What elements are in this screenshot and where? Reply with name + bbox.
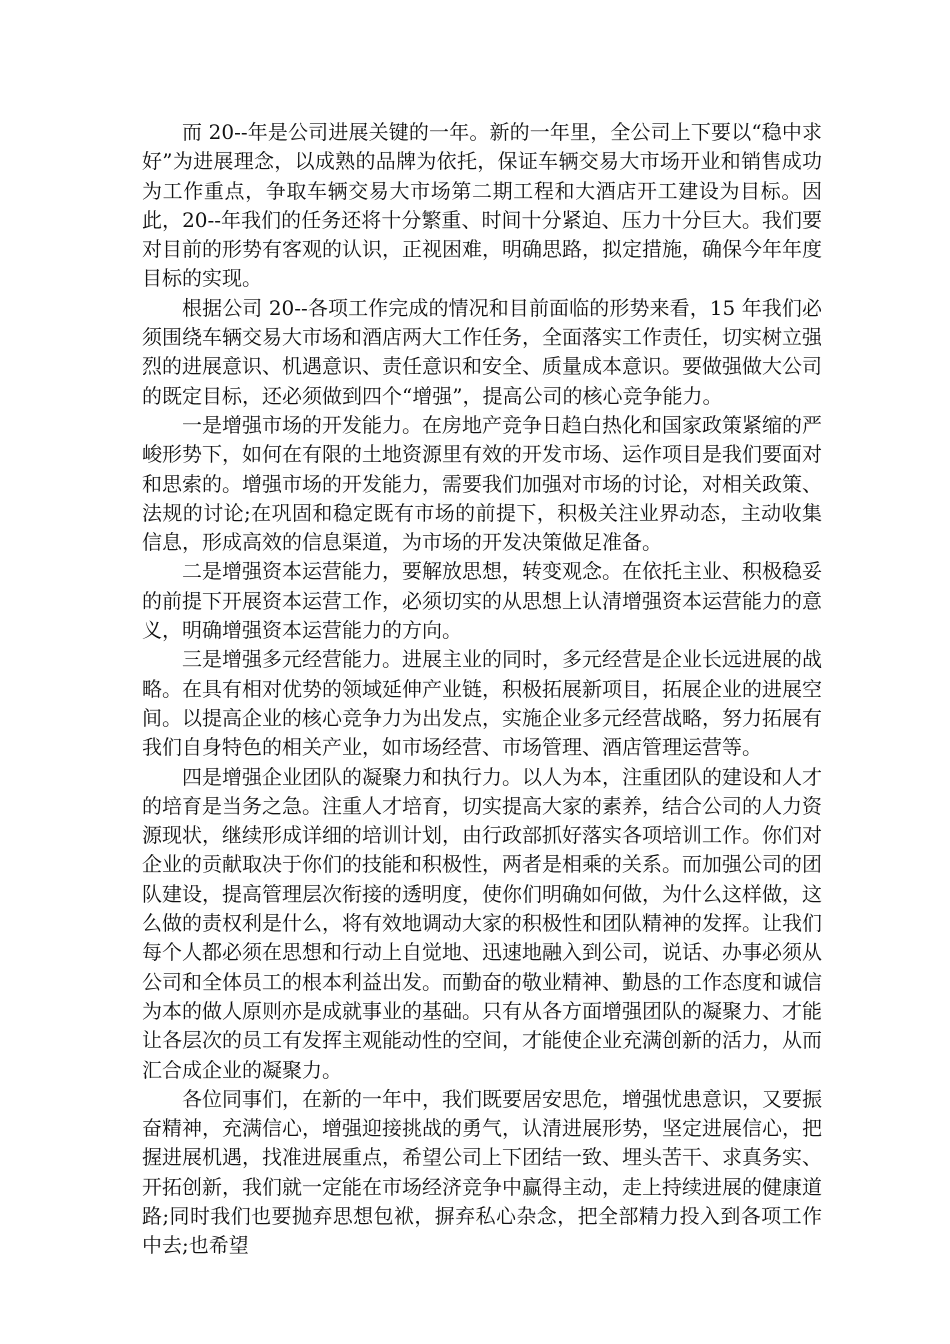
- paragraph-2: 根据公司 20--各项工作完成的情况和目前面临的形势来看，15 年我们必须围绕车辆交易大市场和酒店两大工作任务，全面落实工作责任，切实树立强烈的进展意识、机遇意识、责任意识和安全、质量成本意识。要做强做大公司的既定目标，还必须做到四个“增强”，提高公司的核心竞争能力。: [142, 295, 822, 408]
- paragraph-4: 二是增强资本运营能力，要解放思想，转变观念。在依托主业、积极稳妥的前提下开展资本运营工作，必须切实的从思想上认清增强资本运营能力的意义，明确增强资本运营能力的方向。: [142, 559, 822, 643]
- paragraph-6: 四是增强企业团队的凝聚力和执行力。以人为本，注重团队的建设和人才的培育是当务之急。注重人才培育，切实提高大家的素养，结合公司的人力资源现状，继续形成详细的培训计划，由行政部抓好落实各项培训工作。你们对企业的贡献取决于你们的技能和积极性，两者是相乘的关系。而加强公司的团队建设，提高管理层次衔接的透明度，使你们明确如何做，为什么这样做，这么做的责权利是什么，将有效地调动大家的积极性和团队精神的发挥。让我们每个人都必须在思想和行动上自觉地、迅速地融入到公司，说话、办事必须从公司和全体员工的根本利益出发。而勤奋的敬业精神、勤恳的工作态度和诚信为本的做人原则亦是成就事业的基础。只有从各方面增强团队的凝聚力、才能让各层次的员工有发挥主观能动性的空间，才能使企业充满创新的活力，从而汇合成企业的凝聚力。: [142, 764, 822, 1082]
- paragraph-7: 各位同事们，在新的一年中，我们既要居安思危，增强忧患意识，又要振奋精神，充满信心，增强迎接挑战的勇气，认清进展形势，坚定进展信心，把握进展机遇，找准进展重点，希望公司上下团结一致、埋头苦干、求真务实、开拓创新，我们就一定能在市场经济竞争中赢得主动，走上持续进展的健康道路;同时我们也要抛弃思想包袱，摒弃私心杂念，把全部精力投入到各项工作中去;也希望: [142, 1086, 822, 1258]
- paragraph-1: 而 20--年是公司进展关键的一年。新的一年里，全公司上下要以“稳中求好”为进展理念，以成熟的品牌为依托，保证车辆交易大市场开业和销售成功为工作重点，争取车辆交易大市场第二期工程和大酒店开工建设为目标。因此，20--年我们的任务还将十分繁重、时间十分紧迫、压力十分巨大。我们要对目前的形势有客观的认识，正视困难，明确思路，拟定措施，确保今年年度目标的实现。: [142, 120, 822, 291]
- paragraph-5: 三是增强多元经营能力。进展主业的同时，多元经营是企业长远进展的战略。在具有相对优势的领域延伸产业链，积极拓展新项目，拓展企业的进展空间。以提高企业的核心竞争力为出发点，实施企业多元经营战略，努力拓展有我们自身特色的相关产业，如市场经营、市场管理、酒店管理运营等。: [142, 647, 822, 760]
- document-body: [142, 118, 822, 1261]
- paragraph-3: 一是增强市场的开发能力。在房地产竞争日趋白热化和国家政策紧缩的严峻形势下，如何在有限的土地资源里有效的开发市场、运作项目是我们要面对和思索的。增强市场的开发能力，需要我们加强对市场的讨论，对相关政策、法规的讨论;在巩固和稳定既有市场的前提下，积极关注业界动态，主动收集信息，形成高效的信息渠道，为市场的开发决策做足准备。: [142, 412, 822, 555]
